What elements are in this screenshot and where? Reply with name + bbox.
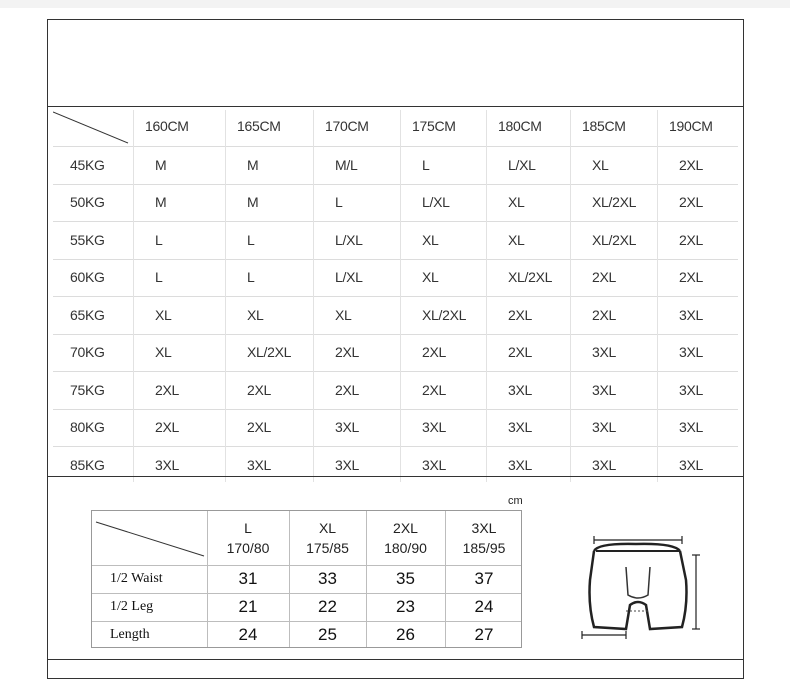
blank-header-area (48, 20, 743, 107)
section-divider (48, 476, 743, 477)
size-cell: L/XL (508, 156, 536, 173)
size-cell: 2XL (679, 194, 704, 211)
size-cell: XL/2XL (592, 194, 637, 211)
size-cell: 2XL (679, 231, 704, 248)
weight-cell: 50KG (70, 194, 105, 211)
measurement-value: 22 (318, 597, 337, 616)
weight-cell: 65KG (70, 306, 105, 323)
grid-column-line (657, 110, 658, 482)
size-column-header (445, 511, 523, 565)
size-cell: M (155, 156, 167, 173)
height-header-cell: 170CM (325, 118, 369, 134)
grid-column-line (570, 110, 571, 482)
size-label: XL (318, 520, 337, 536)
size-cell: 3XL (508, 419, 533, 436)
size-spec: 185/95 (462, 540, 506, 556)
size-label: L (244, 520, 252, 536)
grid-column-line (486, 110, 487, 482)
size-cell: M (247, 156, 259, 173)
size-cell: 3XL (508, 381, 533, 398)
size-cell: M/L (335, 156, 358, 173)
size-cell: XL (508, 231, 525, 248)
height-header-cell: 175CM (412, 118, 456, 134)
size-cell: 3XL (592, 419, 617, 436)
grid-column-line (400, 110, 401, 482)
measurement-label: 1/2 Leg (110, 599, 154, 614)
measurement-value: 31 (238, 569, 258, 588)
weight-cell: 85KG (70, 456, 105, 473)
size-cell: 2XL (247, 419, 272, 436)
grid-row-line (53, 259, 738, 260)
grid-row-line (53, 334, 738, 335)
size-cell: 3XL (592, 381, 617, 398)
size-cell: 2XL (592, 306, 617, 323)
size-cell: 2XL (679, 269, 704, 286)
size-cell: 2XL (335, 344, 360, 361)
grid-column-line (133, 110, 134, 482)
height-header-cell: 180CM (498, 118, 542, 134)
height-header-cell: 160CM (145, 118, 189, 134)
size-label: 2XL (393, 520, 418, 536)
size-cell: XL (508, 194, 525, 211)
weight-row (48, 409, 743, 447)
size-cell: L/XL (422, 194, 450, 211)
measurement-value: 25 (318, 625, 337, 644)
measurement-value: 37 (474, 569, 494, 588)
weight-row (48, 184, 743, 222)
size-cell: 2XL (335, 381, 360, 398)
size-cell: 3XL (335, 419, 360, 436)
size-cell: XL/2XL (422, 306, 467, 323)
size-cell: XL (422, 231, 439, 248)
weight-row (48, 334, 743, 372)
grid-row-line (53, 371, 738, 372)
size-cell: L/XL (335, 231, 363, 248)
height-header-cell: 185CM (582, 118, 626, 134)
measurement-column-line (289, 511, 290, 647)
grid-row-line (53, 146, 738, 147)
size-cell: XL (155, 306, 172, 323)
measurement-table (91, 510, 522, 648)
measurement-value: 33 (318, 569, 337, 588)
grid-row-line (53, 446, 738, 447)
height-header-row (48, 106, 743, 146)
size-cell: 2XL (592, 269, 617, 286)
size-column-header (366, 511, 445, 565)
size-cell: XL (335, 306, 352, 323)
grid-row-line (53, 184, 738, 185)
measurement-column-line (366, 511, 367, 647)
size-cell: 3XL (155, 456, 180, 473)
measurement-value: 27 (474, 625, 494, 644)
size-cell: 3XL (247, 456, 272, 473)
size-cell: 2XL (422, 344, 447, 361)
size-cell: 3XL (335, 456, 360, 473)
size-cell: M (247, 194, 259, 211)
size-cell: 2XL (422, 381, 447, 398)
grid-row-line (53, 221, 738, 222)
weight-row (48, 221, 743, 259)
measurement-value: 24 (238, 625, 258, 644)
size-spec: 170/80 (226, 540, 270, 556)
size-cell: 3XL (422, 456, 447, 473)
size-cell: 2XL (155, 381, 180, 398)
size-cell: XL (247, 306, 264, 323)
measurement-row-line (92, 565, 521, 566)
weight-row (48, 259, 743, 297)
weight-cell: 60KG (70, 269, 105, 286)
weight-cell: 80KG (70, 419, 105, 436)
size-spec: 175/85 (306, 540, 349, 556)
size-cell: L (247, 231, 255, 248)
size-cell: 2XL (247, 381, 272, 398)
grid-column-line (225, 110, 226, 482)
measurement-value: 23 (396, 597, 415, 616)
unit-label: cm (508, 495, 523, 507)
size-cell: 3XL (422, 419, 447, 436)
bottom-border (47, 659, 744, 660)
weight-cell: 70KG (70, 344, 105, 361)
measurement-value: 35 (396, 569, 415, 588)
size-cell: 3XL (592, 456, 617, 473)
size-cell: 3XL (679, 344, 704, 361)
measurement-column-line (207, 511, 208, 647)
size-cell: 3XL (679, 456, 704, 473)
weight-row (48, 146, 743, 184)
weight-row (48, 296, 743, 334)
size-cell: XL/2XL (592, 231, 637, 248)
size-cell: 3XL (592, 344, 617, 361)
size-cell: L (422, 156, 430, 173)
size-spec: 180/90 (384, 540, 427, 556)
size-cell: XL/2XL (247, 344, 292, 361)
size-cell: L/XL (335, 269, 363, 286)
boxer-brief-diagram-icon (576, 535, 736, 645)
weight-cell: 75KG (70, 381, 105, 398)
top-band (0, 0, 790, 8)
measurement-row-line (92, 593, 521, 594)
size-cell: 2XL (508, 344, 533, 361)
size-cell: M (155, 194, 167, 211)
measurement-corner-diagonal (94, 514, 209, 559)
size-cell: XL/2XL (508, 269, 553, 286)
size-cell: 3XL (508, 456, 533, 473)
size-cell: 3XL (679, 381, 704, 398)
size-cell: 3XL (679, 419, 704, 436)
weight-row (48, 371, 743, 409)
measurement-label: 1/2 Waist (110, 571, 163, 586)
measurement-column-line (445, 511, 446, 647)
size-cell: L (335, 194, 343, 211)
size-cell: L (155, 269, 163, 286)
measurement-value: 21 (238, 597, 258, 616)
height-header-cell: 165CM (237, 118, 281, 134)
measurement-value: 26 (396, 625, 415, 644)
size-column-header (289, 511, 366, 565)
size-cell: L (247, 269, 255, 286)
grid-row-line (53, 409, 738, 410)
measurement-label: Length (110, 627, 150, 642)
size-cell: 2XL (508, 306, 533, 323)
size-cell: L (155, 231, 163, 248)
size-cell: XL (592, 156, 609, 173)
size-cell: 2XL (155, 419, 180, 436)
weight-row (48, 446, 743, 484)
size-cell: XL (155, 344, 172, 361)
measurement-value: 24 (474, 597, 494, 616)
measurement-row-line (92, 621, 521, 622)
grid-column-line (313, 110, 314, 482)
size-label: 3XL (471, 520, 497, 536)
size-cell: XL (422, 269, 439, 286)
weight-cell: 45KG (70, 156, 105, 173)
height-header-cell: 190CM (669, 118, 713, 134)
size-cell: 2XL (679, 156, 704, 173)
weight-cell: 55KG (70, 231, 105, 248)
size-cell: 3XL (679, 306, 704, 323)
grid-row-line (53, 296, 738, 297)
size-column-header (207, 511, 289, 565)
